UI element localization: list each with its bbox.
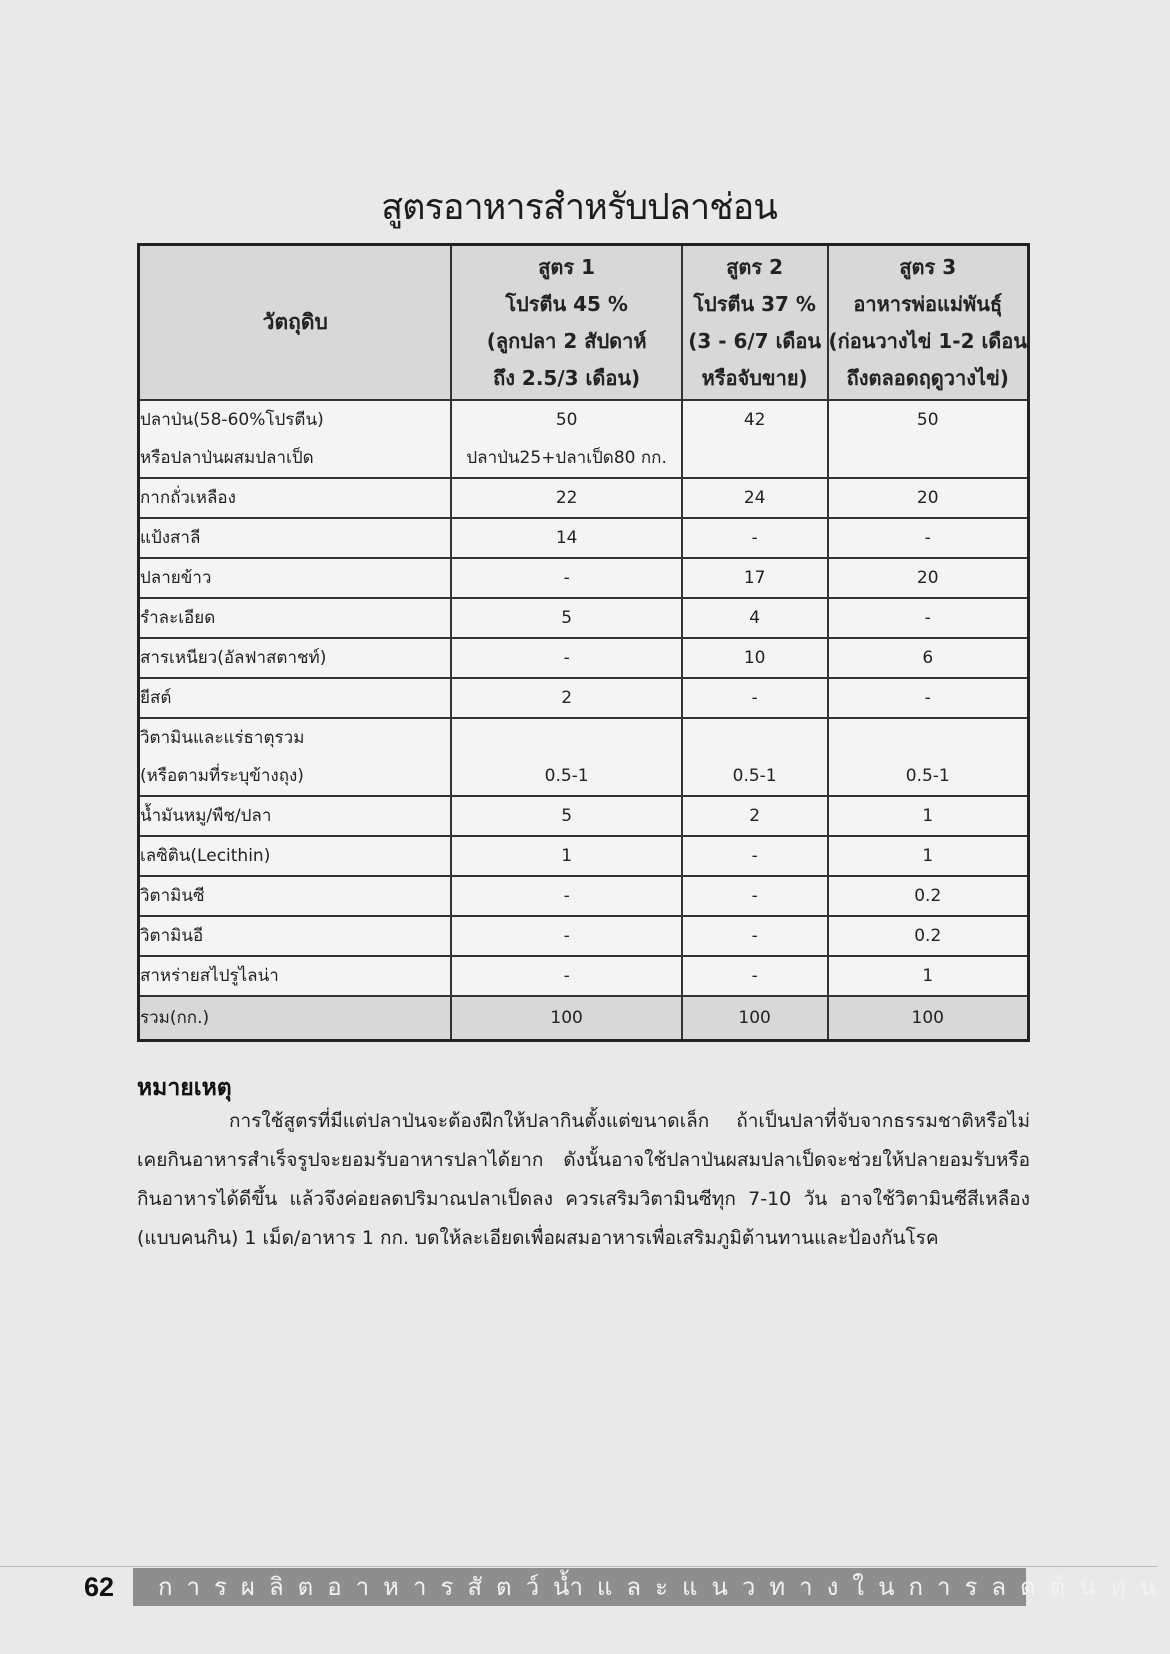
table-row bbox=[139, 876, 1029, 916]
material-name: ปลายข้าว bbox=[139, 558, 452, 598]
feed-formula-table bbox=[137, 243, 1030, 1042]
value-formula-1: - bbox=[451, 956, 681, 996]
value-formula-1: 5 bbox=[451, 598, 681, 638]
value-formula-1: 5 bbox=[451, 796, 681, 836]
table-row bbox=[139, 718, 1029, 796]
total-formula-1: 100 bbox=[451, 996, 681, 1041]
material-name: ปลาป่น(58-60%โปรตีน) หรือปลาป่นผสมปลาเป็ด bbox=[139, 400, 452, 478]
table-row bbox=[139, 956, 1029, 996]
table-row bbox=[139, 478, 1029, 518]
material-name: สารเหนียว(อัลฟาสตาชท์) bbox=[139, 638, 452, 678]
material-name: วิตามินซี bbox=[139, 876, 452, 916]
header-material: วัตถุดิบ bbox=[139, 245, 452, 401]
value-formula-1: - bbox=[451, 876, 681, 916]
table-row bbox=[139, 558, 1029, 598]
page-title: สูตรอาหารสำหรับปลาช่อน bbox=[381, 187, 777, 228]
value-formula-2: - bbox=[682, 876, 828, 916]
header-formula-3: สูตร 3 อาหารพ่อแม่พันธุ์ (ก่อนวางไข่ 1-2 เดือน ถึงตลอดฤดูวางไข่) bbox=[828, 245, 1029, 401]
table-row bbox=[139, 518, 1029, 558]
table-header-row bbox=[139, 245, 1029, 401]
value-formula-3: 1 bbox=[828, 836, 1029, 876]
value-formula-2: 10 bbox=[682, 638, 828, 678]
value-formula-1: 2 bbox=[451, 678, 681, 718]
header-formula-1: สูตร 1 โปรตีน 45 % (ลูกปลา 2 สัปดาห์ ถึง 2.5/3 เดือน) bbox=[451, 245, 681, 401]
table-row bbox=[139, 836, 1029, 876]
value-formula-2: 0.5-1 bbox=[682, 718, 828, 796]
value-formula-3: 6 bbox=[828, 638, 1029, 678]
table-row bbox=[139, 916, 1029, 956]
value-formula-1: 14 bbox=[451, 518, 681, 558]
table-row bbox=[139, 796, 1029, 836]
table-body bbox=[139, 400, 1029, 996]
page-number: 62 bbox=[84, 1572, 115, 1602]
value-formula-3: - bbox=[828, 598, 1029, 638]
material-name: กากถั่วเหลือง bbox=[139, 478, 452, 518]
value-formula-1: - bbox=[451, 558, 681, 598]
value-formula-2: 4 bbox=[682, 598, 828, 638]
material-name: วิตามินและแร่ธาตุรวม (หรือตามที่ระบุข้างถุง) bbox=[139, 718, 452, 796]
total-formula-3: 100 bbox=[828, 996, 1029, 1041]
value-formula-3: 20 bbox=[828, 478, 1029, 518]
value-formula-3: 0.2 bbox=[828, 876, 1029, 916]
material-name: สาหร่ายสไปรูไลน่า bbox=[139, 956, 452, 996]
value-formula-2: - bbox=[682, 678, 828, 718]
value-formula-2: - bbox=[682, 518, 828, 558]
value-formula-2: 17 bbox=[682, 558, 828, 598]
value-formula-1: 0.5-1 bbox=[451, 718, 681, 796]
material-name: น้ำมันหมู/พืช/ปลา bbox=[139, 796, 452, 836]
table-row bbox=[139, 678, 1029, 718]
table-total-row bbox=[139, 996, 1029, 1041]
value-formula-3: - bbox=[828, 678, 1029, 718]
value-formula-1: - bbox=[451, 638, 681, 678]
total-formula-2: 100 bbox=[682, 996, 828, 1041]
table-row bbox=[139, 400, 1029, 478]
table-row bbox=[139, 598, 1029, 638]
note-heading: หมายเหตุ bbox=[137, 1075, 232, 1101]
material-name: ยีสต์ bbox=[139, 678, 452, 718]
value-formula-1: 50 ปลาป่น25+ปลาเป็ด80 กก. bbox=[451, 400, 681, 478]
value-formula-3: 0.2 bbox=[828, 916, 1029, 956]
value-formula-1: 22 bbox=[451, 478, 681, 518]
value-formula-2: - bbox=[682, 916, 828, 956]
header-formula-2: สูตร 2 โปรตีน 37 % (3 - 6/7 เดือน หรือจับขาย) bbox=[682, 245, 828, 401]
note-body: การใช้สูตรที่มีแต่ปลาป่นจะต้องฝึกให้ปลากินตั้งแต่ขนาดเล็ก ถ้าเป็นปลาที่จับจากธรรมชาติหรือไม่เคยกินอาหารสำเร็จรูปจะยอมรับอาหารปลาได้ยาก ดังนั้นอาจใช้ปลาป่นผสมปลาเป็ดจะช่วยให้ปลายอมรับหรือกินอาหารได้ดีขึ้น แล้วจึงค่อยลดปริมาณปลาเป็ดลง ควรเสริมวิตามินซีทุก 7-10 วัน อาจใช้วิตามินซีสีเหลือง (แบบคนกิน) 1 เม็ด/อาหาร 1 กก. บดให้ละเอียดเพื่อผสมอาหารเพื่อเสริมภูมิต้านทานและป้องกันโรค bbox=[137, 1110, 1030, 1249]
value-formula-1: - bbox=[451, 916, 681, 956]
value-formula-3: 20 bbox=[828, 558, 1029, 598]
material-name: รำละเอียด bbox=[139, 598, 452, 638]
value-formula-3: 1 bbox=[828, 796, 1029, 836]
material-name: แป้งสาลี bbox=[139, 518, 452, 558]
value-formula-3: 1 bbox=[828, 956, 1029, 996]
material-name: เลซิติน(Lecithin) bbox=[139, 836, 452, 876]
value-formula-2: 42 bbox=[682, 400, 828, 478]
value-formula-3: - bbox=[828, 518, 1029, 558]
value-formula-3: 50 bbox=[828, 400, 1029, 478]
footer-book-title: การผลิตอาหารสัตว์น้ำและแนวทางในการลดต้นทุน bbox=[133, 1568, 1026, 1606]
value-formula-2: 24 bbox=[682, 478, 828, 518]
value-formula-2: - bbox=[682, 956, 828, 996]
value-formula-1: 1 bbox=[451, 836, 681, 876]
value-formula-2: - bbox=[682, 836, 828, 876]
footer-divider bbox=[0, 1566, 1158, 1567]
total-label: รวม(กก.) bbox=[139, 996, 452, 1041]
material-name: วิตามินอี bbox=[139, 916, 452, 956]
table-row bbox=[139, 638, 1029, 678]
value-formula-2: 2 bbox=[682, 796, 828, 836]
value-formula-3: 0.5-1 bbox=[828, 718, 1029, 796]
